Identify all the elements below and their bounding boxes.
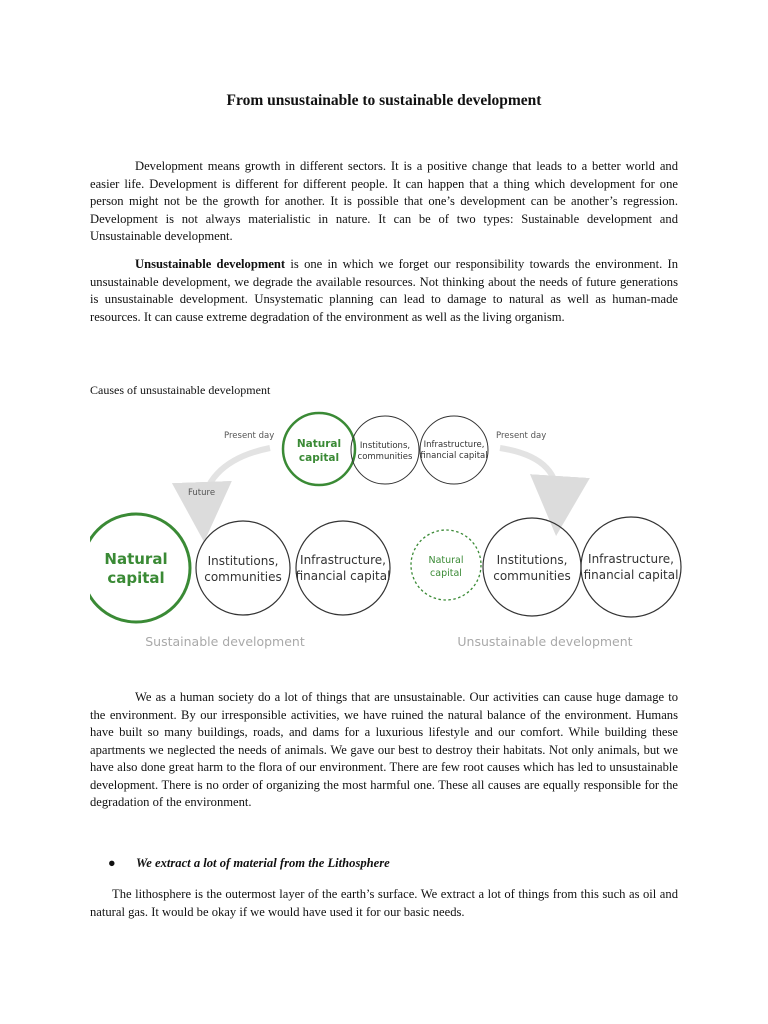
intro-paragraph: Development means growth in different sectors. It is a positive change that leads to a better world and easier life. Development is different for different people. It can happen that a thing which development for one person might not be the growth for another. It is possible that one’s development can be another’s regression. Development is not always materialistic in nature. It can be of two types: Sustainable development and Unsustainable development. <box>90 159 678 243</box>
sustainable-institutions-label: Institutions, <box>207 554 279 568</box>
sustainable-institutions-circle <box>196 521 290 615</box>
left-curved-arrow <box>203 448 270 512</box>
definition-text: is one in which we forget our responsibility towards the environment. In unsustainable development, we degrade the available resources. Not thinking about the needs of future generations is unsustainable development. Unsystematic planning can lead to damage to natural as well as human-made resources. It can cause extreme degradation of the environment as well as the living organism. <box>90 257 678 324</box>
unsustainable-infrastructure-label: Infrastructure, <box>588 552 674 566</box>
sustainable-natural-capital-circle <box>90 514 190 622</box>
sustainable-infrastructure-circle <box>296 521 390 615</box>
unsustainable-infrastructure-label-2: financial capital <box>583 568 679 582</box>
top-institutions-label: Institutions, <box>359 441 411 451</box>
bullet-icon: ● <box>108 856 116 870</box>
sustainable-infrastructure-label: Infrastructure, <box>300 553 386 567</box>
unsustainable-definition-paragraph <box>90 256 678 326</box>
unsustainable-development-label: Unsustainable development <box>457 634 633 649</box>
unsustainable-institutions-circle <box>483 518 581 616</box>
right-curved-arrow <box>500 448 558 506</box>
top-infrastructure-circle <box>420 416 488 484</box>
sustainable-development-label: Sustainable development <box>145 634 305 649</box>
unsustainable-natural-capital-label: Natural <box>428 555 464 566</box>
top-infrastructure-label: Infrastructure, <box>423 440 485 450</box>
top-infrastructure-label-2: financial capital <box>420 451 488 461</box>
sustainable-infrastructure-label-2: financial capital <box>295 569 391 583</box>
figure-caption: Causes of unsustainable development <box>90 383 271 397</box>
document-title: From unsustainable to sustainable development <box>226 92 542 109</box>
bullet-heading-text: We extract a lot of material from the Lithosphere <box>136 856 390 870</box>
future-label: Future <box>188 488 216 498</box>
sustainable-natural-capital-label-2: capital <box>107 569 165 587</box>
lithosphere-paragraph: The lithosphere is the outermost layer of the earth’s surface. We extract a lot of things from this such as oil and natural gas. It would be okay if we would have used it for our basic needs. <box>90 887 678 919</box>
unsustainable-natural-capital-label-2: capital <box>430 568 462 579</box>
causes-paragraph: We as a human society do a lot of things that are unsustainable. Our activities can cause huge damage to the environment. By our irresponsible activities, we have ruined the natural balance of the environment. Humans have built so many buildings, roads, and dams for a luxurious lifestyle and our comfort. While building these apartments we neglected the needs of animals. We gave our best to destroy their habitats. Not only animals, but we have also done great harm to the flora of our environment. There are few root causes which has led to unsustainable development. There is no order of organizing the most harmful one. These all causes are equally responsible for the degradation of the environment. <box>90 690 678 809</box>
top-natural-capital-label-2: capital <box>298 452 340 464</box>
capital-diagram <box>90 400 688 665</box>
unsustainable-infrastructure-circle <box>581 517 681 617</box>
right-present-day-label: Present day <box>496 431 547 441</box>
unsustainable-institutions-label-2: communities <box>493 569 571 583</box>
left-present-day-label: Present day <box>224 431 275 441</box>
defined-term: Unsustainable development <box>135 257 286 271</box>
top-natural-capital-label: Natural <box>296 438 342 450</box>
top-institutions-label-2: communities <box>357 452 413 462</box>
sustainable-natural-capital-label: Natural <box>104 550 168 568</box>
unsustainable-institutions-label: Institutions, <box>496 553 568 567</box>
bullet-heading <box>108 856 390 871</box>
sustainable-institutions-label-2: communities <box>204 570 282 584</box>
